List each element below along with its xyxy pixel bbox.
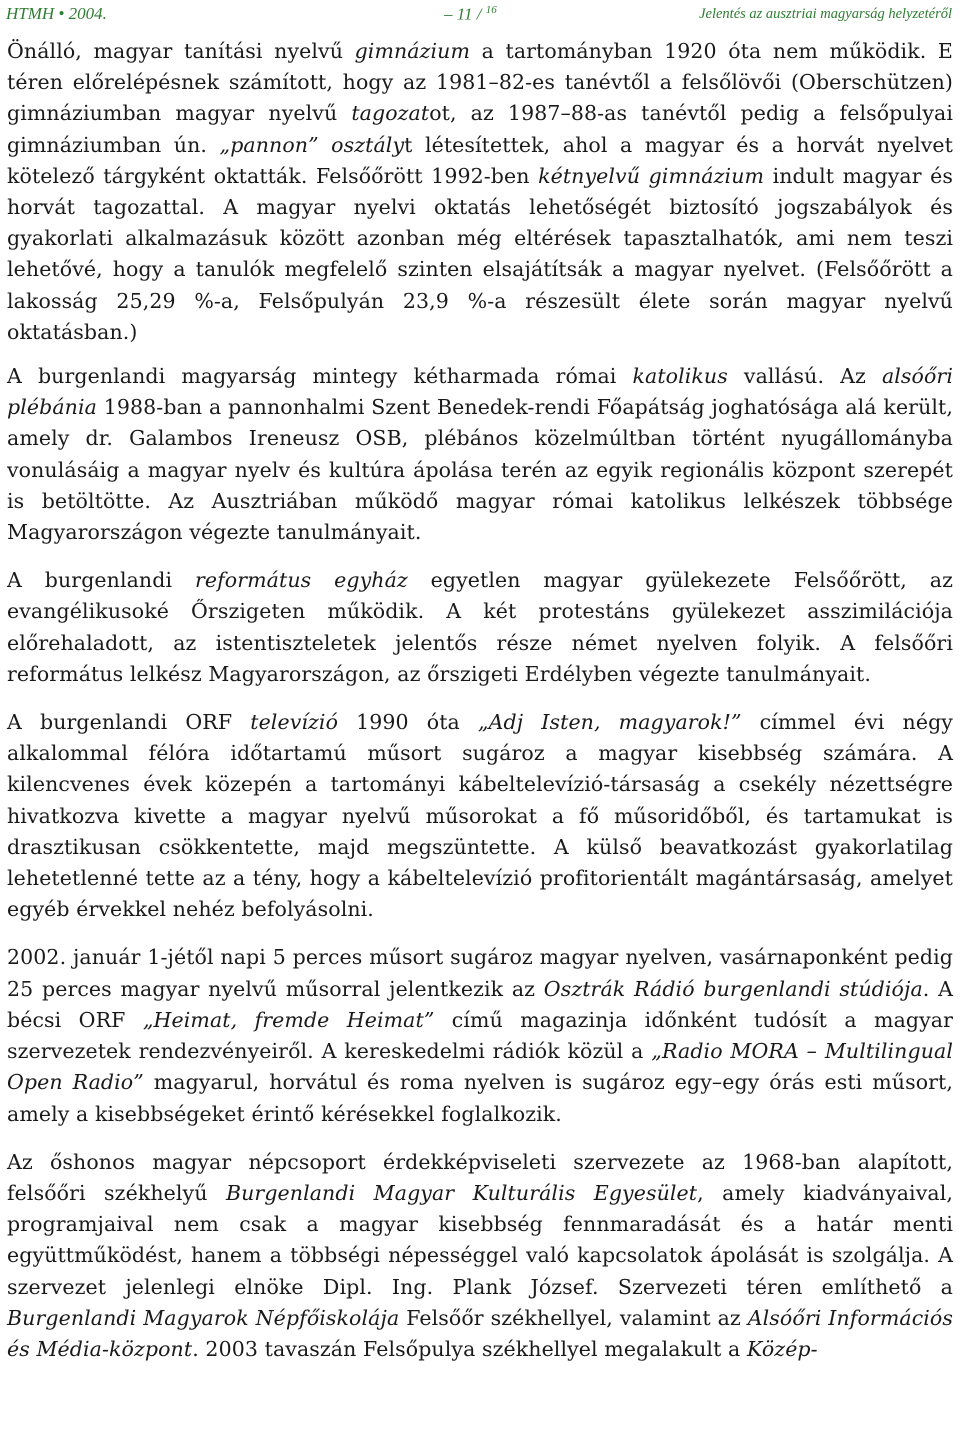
- text-run: , amely kiadványaival, programjaival nem csak a magyar kisebbség fennmaradását és a határ menti együttműködést, hanem a többségi népességgel való kapcsolatok ápolását is szolgálja. A szervezet jelenlegi elnöke Dipl. Ing. Plank József. Szervezeti téren említhető a: [7, 1180, 953, 1299]
- paragraph-television: [7, 707, 953, 925]
- text-run: egyetlen magyar gyülekezete Felsőőrött, az evangélikusoké Őrszigeten működik. A két protestáns gyülekezet asszimilációja előrehaladott, az istentiszteletek jelentős része német nyelven folyik. A felsőőri református lelkész Magyarországon, az őrszigeti Erdélyben végezte tanulmányait.: [7, 568, 954, 686]
- italic-text: tagozat: [351, 101, 430, 126]
- text-run: Önálló, magyar tanítási nyelvű: [7, 39, 355, 63]
- italic-text: „Radio MORA – Multilingual Open Radio”: [7, 1039, 953, 1095]
- paragraph-organizations: [7, 1147, 953, 1365]
- document-body: [7, 36, 953, 1382]
- text-run: 1988-ban a pannonhalmi Szent Benedek-rendi Főapátság joghatósága alá került, amely dr. Galambos Ireneusz OSB, plébános közelmúltban történt nyugállományba vonulásáig a magyar nyelv és kultúra ápolása terén az egyik regionális központ szerepét is betöltötte. Az Ausztriában működő magyar római katolikus lelkészek többsége Magyarországon végezte tanulmányait.: [7, 395, 953, 545]
- text-run: Felsőőr székhellyel, valamint az: [399, 1305, 748, 1330]
- running-title: Jelentés az ausztriai magyarság helyzetéről: [699, 6, 952, 22]
- page-header: [6, 4, 952, 26]
- text-run: a tartományban 1920 óta nem működik. E téren előrelépésnek számított, hogy az 1981–82-es tanévtől a felsőlövői (Oberschützen) gimnáziumban magyar nyelvű: [7, 39, 953, 126]
- text-run: címmel évi négy alkalommal félóra időtartamú műsort sugároz a magyar kisebbség számára. A kilencvenes évek közepén a tartományi kábeltelevízió-társaság a csekély nézettségre hivatkozva kivette a magyar nyelvű műsorokat a fő műsoridőből, és tartamukat is drasztikusan csökkentette, majd megszüntette. A külső beavatkozást gyakorlatilag lehetetlenné tette az a tény, hogy a kábeltelevízió profitorientált magántársaság, amelyet egyéb érvekkel nehéz befolyásolni.: [7, 710, 953, 922]
- italic-text: Alsóőri Információs és Média-központ: [7, 1305, 953, 1361]
- italic-text: „Heimat, fremde Heimat”: [142, 1007, 435, 1032]
- paragraph-protestant: [7, 565, 953, 690]
- italic-text: református egyház: [194, 568, 408, 593]
- italic-text: gimnázium: [354, 39, 471, 63]
- text-run: ot, az 1987–88-as tanévtől pedig a felsőpulyai gimnáziumban ún.: [7, 101, 954, 157]
- text-run: című magazinja időnként tudósít a magyar szervezetek rendezvényeiről. A kereskedelmi rádiók közül a: [7, 1007, 954, 1064]
- italic-text: Közép-: [746, 1336, 818, 1361]
- text-run: A burgenlandi ORF: [7, 710, 251, 735]
- italic-text: kétnyelvű gimnázium: [538, 163, 765, 188]
- italic-text: „pannon” osztály: [219, 132, 405, 157]
- text-run: vallású. Az: [727, 364, 882, 389]
- italic-text: katolikus: [632, 364, 728, 389]
- text-run: t létesítettek, ahol a magyar és a horvát nyelvet kötelező tárgyként oktatták. Felsőőrött 1992-ben: [7, 132, 953, 188]
- text-run: 2002. január 1-jétől napi 5 perces műsort sugároz magyar nyelven, vasárnaponként pedig 25 perces magyar nyelvű műsorral jelentkezik az: [7, 945, 953, 1001]
- text-run: Az őshonos magyar népcsoport érdekképviseleti szervezete az 1968-ban alapított, felsőőri székhelyű: [7, 1149, 953, 1205]
- text-run: indult magyar és horvát tagozattal. A magyar nyelvi oktatás lehetőségét biztosító jogszabályok és gyakorlati alkalmazásuk között azonban még eltérések tapasztalhatók, ami nem teszi lehetővé, hogy a tanulók megfelelő szinten elsajátítsák a magyar nyelvet. (Felsőőrött a lakosság 25,29 %-a, Felsőpulyán 23,9 %-a részesült élete során magyar nyelvű oktatásban.): [7, 163, 953, 344]
- journal-year: HTMH • 2004.: [6, 4, 107, 23]
- italic-text: televízió: [250, 710, 339, 735]
- text-run: . A bécsi ORF: [7, 976, 954, 1032]
- italic-text: „Adj Isten, magyarok!”: [477, 710, 742, 735]
- text-run: 1990 óta: [338, 710, 478, 735]
- italic-text: alsóőri plébánia: [7, 364, 953, 420]
- paragraph-education: [7, 36, 953, 348]
- text-run: . 2003 tavaszán Felsőpulya székhellyel megalakult a: [192, 1336, 747, 1361]
- italic-text: Osztrák Rádió burgenlandi stúdiója: [543, 976, 923, 1001]
- page-number: – 11 / $^{16}$: [444, 4, 497, 24]
- paragraph-radio: [7, 942, 953, 1129]
- paragraph-catholic: [7, 361, 953, 548]
- text-run: magyarul, horvátul és roma nyelven is sugároz egy–egy órás esti műsort, amely a kisebbségeket érintő kérésekkel foglalkozik.: [7, 1070, 953, 1126]
- italic-text: Burgenlandi Magyarok Népfőiskolája: [7, 1305, 400, 1330]
- text-run: A burgenlandi magyarság mintegy kétharmada római: [7, 364, 633, 389]
- italic-text: Burgenlandi Magyar Kulturális Egyesület: [225, 1180, 698, 1205]
- text-run: A burgenlandi: [7, 568, 195, 593]
